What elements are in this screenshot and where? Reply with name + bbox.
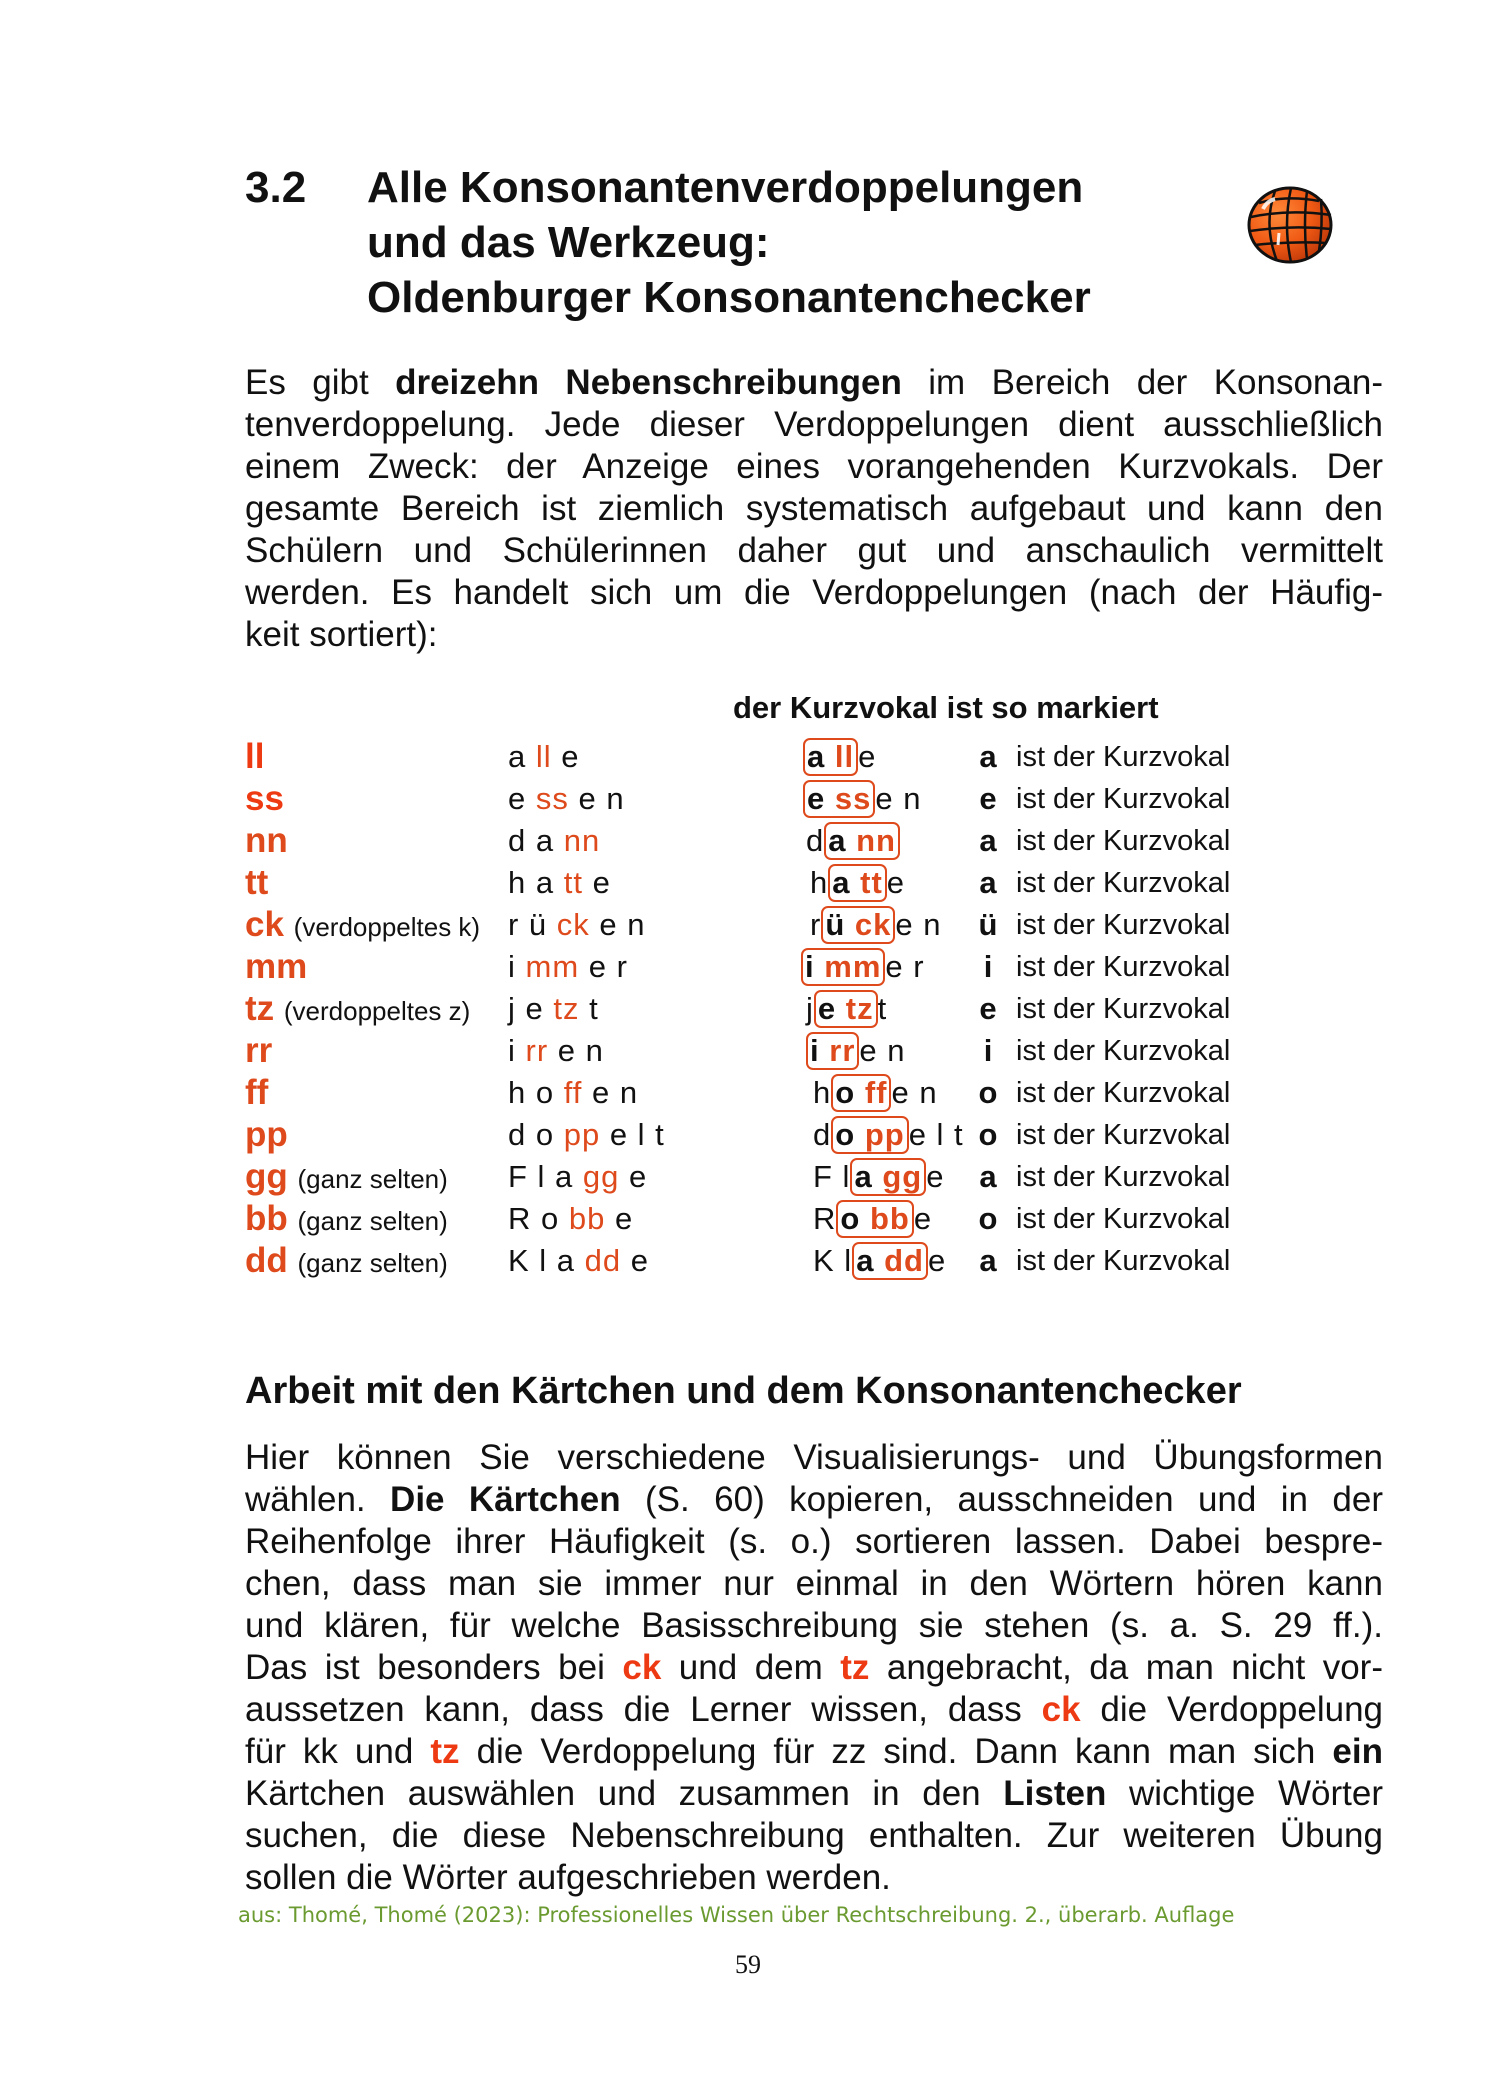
short-vowel: o	[978, 1201, 998, 1236]
boxed-vowel: i	[805, 949, 815, 984]
marked-prefix: h	[810, 865, 829, 900]
boxed-doubling: ff	[864, 1075, 888, 1110]
text-segment: für kk und	[245, 1732, 431, 1771]
section2-line	[245, 1689, 1383, 1731]
marked-word	[813, 1156, 944, 1198]
word-prefix: F l a	[508, 1159, 583, 1194]
doubled-consonant	[245, 1240, 448, 1284]
marked-prefix: r	[810, 907, 822, 942]
consonant-note: (ganz selten)	[297, 1206, 448, 1236]
word-prefix: h o	[508, 1075, 564, 1110]
doubled-consonant	[245, 1114, 288, 1156]
table-row	[0, 820, 1496, 862]
consonant-pair: tz	[245, 989, 275, 1028]
vowel-explanation: ist der Kurzvokal	[1016, 1203, 1231, 1235]
vowel-explanation: ist der Kurzvokal	[1016, 1119, 1231, 1151]
marked-prefix: F l	[813, 1159, 851, 1194]
boxed-doubling: ck	[854, 907, 892, 942]
marked-suffix: e	[926, 1159, 945, 1194]
intro-line: Es gibt dreizehn Nebenschreibungen im Bereich der Konsonan-	[245, 363, 1383, 402]
example-word	[508, 1072, 638, 1114]
section2-line	[245, 1773, 1383, 1815]
text-segment: die Verdoppelung für zz sind. Dann kann man sich	[459, 1732, 1333, 1771]
short-vowel-box	[803, 738, 858, 776]
table-row	[0, 736, 1496, 778]
word-doubling: ll	[535, 739, 552, 774]
boxed-vowel: a	[854, 1159, 873, 1194]
vowel-explanation: ist der Kurzvokal	[1016, 1035, 1231, 1067]
marked-suffix: e	[927, 1243, 947, 1278]
boxed-doubling: pp	[864, 1117, 905, 1152]
example-word	[508, 1030, 604, 1072]
boxed-vowel: e	[817, 991, 837, 1026]
marked-prefix: d	[813, 1117, 832, 1152]
short-vowel: e	[979, 991, 997, 1026]
intro-line: tenverdoppelung. Jede dieser Verdoppelungen dient ausschließlich	[245, 405, 1383, 444]
short-vowel: a	[979, 1159, 997, 1194]
section2-line	[245, 1479, 1383, 1521]
marked-word	[806, 988, 887, 1030]
word-prefix: d a	[508, 823, 564, 858]
short-vowel-box	[850, 1158, 926, 1196]
doubled-consonant	[245, 1156, 448, 1200]
table-row	[0, 988, 1496, 1030]
marked-suffix: e	[886, 865, 906, 900]
word-doubling: tz	[553, 991, 580, 1026]
vowel-explanation: ist der Kurzvokal	[1016, 909, 1231, 941]
marked-prefix: h	[813, 1075, 832, 1110]
consonant-pair: ck	[245, 905, 284, 944]
marked-suffix: e l t	[908, 1117, 964, 1152]
highlighted-doubling: tz	[430, 1732, 460, 1771]
marked-word	[813, 1114, 964, 1156]
marked-word	[806, 820, 900, 862]
text-segment: aussetzen kann, dass die Lerner wissen, dass	[245, 1690, 1042, 1729]
intro-line: Schülern und Schülerinnen daher gut und anschaulich vermittelt	[245, 531, 1383, 570]
short-vowel: o	[978, 1117, 998, 1152]
bold-term: Listen	[1003, 1774, 1107, 1813]
short-vowel-box	[831, 1116, 908, 1154]
heading-line-2: und das Werkzeug:	[367, 218, 770, 267]
consonant-note: (ganz selten)	[297, 1164, 448, 1194]
doubled-consonant	[245, 988, 470, 1032]
text-segment: Hier können Sie verschiedene Visualisierungs- und Übungsformen	[245, 1438, 1383, 1477]
text-segment: angebracht, da man nicht vor-	[869, 1648, 1383, 1687]
consonant-pair: gg	[245, 1157, 288, 1196]
short-vowel-box	[814, 990, 878, 1028]
marked-word	[803, 736, 876, 778]
consonant-pair: ll	[245, 737, 265, 776]
table-row	[0, 1114, 1496, 1156]
marked-suffix: e r	[885, 949, 925, 984]
word-suffix: t	[579, 991, 599, 1026]
short-vowel-box	[821, 906, 895, 944]
word-suffix: e r	[579, 949, 628, 984]
vowel-explanation: ist der Kurzvokal	[1016, 825, 1231, 857]
example-word	[508, 1240, 649, 1282]
highlighted-doubling: ck	[622, 1648, 662, 1687]
intro-paragraph	[245, 362, 1383, 656]
boxed-doubling: tt	[860, 865, 883, 900]
text-segment: und klären, für welche Basisschreibung sie stehen (s. a. S. 29 ff.).	[245, 1606, 1383, 1645]
intro-line: keit sortiert):	[245, 615, 438, 654]
short-vowel: a	[979, 739, 997, 774]
table-row	[0, 1072, 1496, 1114]
short-vowel: i	[983, 1033, 993, 1068]
marked-prefix: j	[806, 991, 814, 1026]
marked-suffix: e n	[875, 781, 922, 816]
consonant-pair: tt	[245, 863, 269, 902]
boxed-vowel: e	[807, 781, 826, 816]
text-segment: Das ist besonders bei	[245, 1648, 623, 1687]
word-prefix: e	[508, 781, 536, 816]
word-doubling: dd	[584, 1243, 622, 1278]
word-suffix: e	[621, 1243, 649, 1278]
example-word	[508, 736, 580, 778]
word-doubling: pp	[563, 1117, 601, 1152]
boxed-vowel: a	[832, 865, 851, 900]
boxed-vowel: o	[835, 1075, 856, 1110]
section2-line	[245, 1815, 1383, 1857]
text-segment: wählen.	[245, 1480, 391, 1519]
marked-word	[810, 862, 905, 904]
word-suffix: e	[619, 1159, 648, 1194]
example-word	[508, 988, 599, 1030]
word-suffix: e n	[589, 907, 646, 942]
marked-suffix: t	[877, 991, 888, 1026]
consonant-pair: pp	[245, 1115, 288, 1154]
vowel-explanation: ist der Kurzvokal	[1016, 1245, 1231, 1277]
consonant-note: (verdoppeltes k)	[293, 912, 481, 942]
marked-word	[813, 1072, 938, 1114]
short-vowel: a	[979, 1243, 997, 1278]
word-suffix: e n	[568, 781, 625, 816]
boxed-doubling: dd	[884, 1243, 924, 1278]
text-segment: chen, dass man sie immer nur einmal in den Wörtern hören kann	[245, 1564, 1383, 1603]
word-prefix: a	[508, 739, 536, 774]
section2-line	[245, 1521, 1383, 1563]
boxed-doubling: ll	[834, 739, 855, 774]
intro-line: gesamte Bereich ist ziemlich systematisch aufgebaut und kann den	[245, 489, 1383, 528]
boxed-vowel: o	[840, 1201, 861, 1236]
example-word	[508, 778, 625, 820]
marked-suffix: e	[913, 1201, 933, 1236]
section2-line	[245, 1731, 1383, 1773]
table-row	[0, 778, 1496, 820]
source-footnote: aus: Thomé, Thomé (2023): Professionelles Wissen über Rechtschreibung. 2., überarb. Auflage	[238, 1903, 1235, 1927]
example-word	[508, 862, 611, 904]
word-doubling: rr	[525, 1033, 549, 1068]
section2-line	[245, 1437, 1383, 1479]
marked-word	[803, 778, 921, 820]
table-row	[0, 904, 1496, 946]
bold-term: ein	[1332, 1732, 1383, 1771]
text-segment: Kärtchen auswählen und zusammen in den	[245, 1774, 1004, 1813]
boxed-vowel: a	[807, 739, 826, 774]
text-segment: (S. 60) kopieren, ausschneiden und in der	[620, 1480, 1383, 1519]
word-prefix: j e	[508, 991, 554, 1026]
word-doubling: nn	[563, 823, 601, 858]
short-vowel-box	[828, 864, 887, 902]
section-number: 3.2	[245, 163, 307, 212]
table-row	[0, 1198, 1496, 1240]
word-prefix: i	[508, 1033, 526, 1068]
short-vowel: e	[979, 781, 997, 816]
text-segment: sollen die Wörter aufgeschrieben werden.	[245, 1858, 891, 1897]
doubled-consonant	[245, 736, 264, 778]
word-doubling: mm	[525, 949, 580, 984]
intro-line: einem Zweck: der Anzeige eines vorangehenden Kurzvokals. Der	[245, 447, 1383, 486]
table-row	[0, 1240, 1496, 1282]
boxed-vowel: ü	[825, 907, 846, 942]
word-prefix: i	[508, 949, 526, 984]
doubled-consonant	[245, 1198, 448, 1242]
short-vowel-box	[824, 822, 900, 860]
vowel-explanation: ist der Kurzvokal	[1016, 783, 1231, 815]
short-vowel-box	[831, 1074, 891, 1112]
text-segment: Reihenfolge ihrer Häufigkeit (s. o.) sortieren lassen. Dabei bespre-	[245, 1522, 1383, 1561]
section2-line	[245, 1563, 1383, 1605]
table-row	[0, 1030, 1496, 1072]
word-suffix: e n	[548, 1033, 604, 1068]
marked-word	[810, 904, 941, 946]
short-vowel-box	[801, 948, 885, 986]
marked-word	[806, 1030, 906, 1072]
word-prefix: d o	[508, 1117, 564, 1152]
word-doubling: ck	[556, 907, 590, 942]
word-prefix: R o	[508, 1201, 569, 1236]
doubled-consonant	[245, 778, 284, 820]
example-word	[508, 946, 628, 988]
consonant-pair: nn	[245, 821, 288, 860]
bold-term: Die Kärtchen	[390, 1480, 621, 1519]
text-segment: suchen, die diese Nebenschreibung enthalten. Zur weiteren Übung	[245, 1816, 1383, 1855]
marked-prefix: R	[813, 1201, 837, 1236]
consonant-pair: bb	[245, 1199, 288, 1238]
short-vowel: ü	[978, 907, 998, 942]
marked-suffix: e n	[895, 907, 942, 942]
table-row	[0, 1156, 1496, 1198]
word-suffix: e n	[582, 1075, 639, 1110]
word-doubling: tt	[563, 865, 583, 900]
doubled-consonant	[245, 946, 307, 988]
section2-line	[245, 1857, 1383, 1899]
section-subheading: Arbeit mit den Kärtchen und dem Konsonantenchecker	[245, 1370, 1242, 1412]
marked-suffix: e	[858, 739, 877, 774]
section2-paragraph	[245, 1437, 1383, 1899]
word-suffix: e	[605, 1201, 634, 1236]
boxed-doubling: ss	[834, 781, 872, 816]
highlighted-doubling: tz	[840, 1648, 870, 1687]
globe-icon	[1245, 183, 1335, 267]
word-prefix: h a	[508, 865, 564, 900]
boxed-doubling: rr	[829, 1033, 856, 1068]
example-word	[508, 1156, 647, 1198]
doubled-consonant	[245, 862, 268, 904]
marked-prefix: d	[806, 823, 825, 858]
vowel-explanation: ist der Kurzvokal	[1016, 1161, 1231, 1193]
word-prefix: r ü	[508, 907, 557, 942]
intro-line: werden. Es handelt sich um die Verdoppelungen (nach der Häufig-	[245, 573, 1383, 612]
boxed-doubling: tz	[845, 991, 874, 1026]
heading-line-3: Oldenburger Konsonantenchecker	[367, 273, 1091, 322]
word-suffix: e	[582, 865, 611, 900]
boxed-vowel: i	[810, 1033, 820, 1068]
boxed-doubling: nn	[856, 823, 896, 858]
boxed-vowel: a	[828, 823, 847, 858]
marked-prefix: K l	[813, 1243, 853, 1278]
example-word	[508, 1198, 633, 1240]
text-segment: die Verdoppelung	[1080, 1690, 1384, 1729]
vowel-explanation: ist der Kurzvokal	[1016, 867, 1231, 899]
word-suffix: e	[551, 739, 580, 774]
word-prefix: K l a	[508, 1243, 585, 1278]
marked-word	[801, 946, 925, 988]
table-header: der Kurzvokal ist so markiert	[733, 690, 1159, 725]
short-vowel-box	[852, 1242, 928, 1280]
word-doubling: bb	[568, 1201, 606, 1236]
section2-line	[245, 1605, 1383, 1647]
word-doubling: ss	[535, 781, 569, 816]
consonant-pair: ff	[245, 1073, 269, 1112]
table-row	[0, 862, 1496, 904]
word-doubling: gg	[582, 1159, 620, 1194]
consonant-note: (ganz selten)	[297, 1248, 448, 1278]
short-vowel: i	[983, 949, 993, 984]
vowel-explanation: ist der Kurzvokal	[1016, 741, 1231, 773]
marked-word	[813, 1198, 932, 1240]
doubled-consonant	[245, 904, 480, 948]
boxed-vowel: a	[856, 1243, 875, 1278]
page-number: 59	[735, 1950, 761, 1979]
short-vowel: o	[978, 1075, 998, 1110]
consonant-pair: ss	[245, 779, 284, 818]
marked-suffix: e n	[859, 1033, 906, 1068]
consonant-note: (verdoppeltes z)	[283, 996, 471, 1026]
consonant-pair: mm	[245, 947, 308, 986]
vowel-explanation: ist der Kurzvokal	[1016, 993, 1231, 1025]
section2-line	[245, 1647, 1383, 1689]
short-vowel-box	[836, 1200, 913, 1238]
word-doubling: ff	[563, 1075, 583, 1110]
marked-word	[813, 1240, 946, 1282]
short-vowel: a	[979, 823, 997, 858]
example-word	[508, 820, 600, 862]
example-word	[508, 1114, 665, 1156]
table-row	[0, 946, 1496, 988]
boxed-doubling: mm	[824, 949, 882, 984]
example-word	[508, 904, 646, 946]
short-vowel-box	[803, 780, 875, 818]
heading-line-1: Alle Konsonantenverdoppelungen	[367, 163, 1084, 212]
vowel-explanation: ist der Kurzvokal	[1016, 1077, 1231, 1109]
boxed-doubling: bb	[869, 1201, 910, 1236]
doubled-consonant	[245, 1072, 268, 1114]
boxed-doubling: gg	[882, 1159, 923, 1194]
marked-suffix: e n	[891, 1075, 938, 1110]
short-vowel-box	[806, 1032, 859, 1070]
consonant-pair: rr	[245, 1031, 273, 1070]
text-segment: wichtige Wörter	[1106, 1774, 1383, 1813]
consonant-pair: dd	[245, 1241, 288, 1280]
doubled-consonant	[245, 1030, 272, 1072]
short-vowel: a	[979, 865, 997, 900]
highlighted-doubling: ck	[1041, 1690, 1081, 1729]
text-segment: und dem	[661, 1648, 841, 1687]
boxed-vowel: o	[835, 1117, 856, 1152]
word-suffix: e l t	[600, 1117, 665, 1152]
vowel-explanation: ist der Kurzvokal	[1016, 951, 1231, 983]
doubled-consonant	[245, 820, 288, 862]
